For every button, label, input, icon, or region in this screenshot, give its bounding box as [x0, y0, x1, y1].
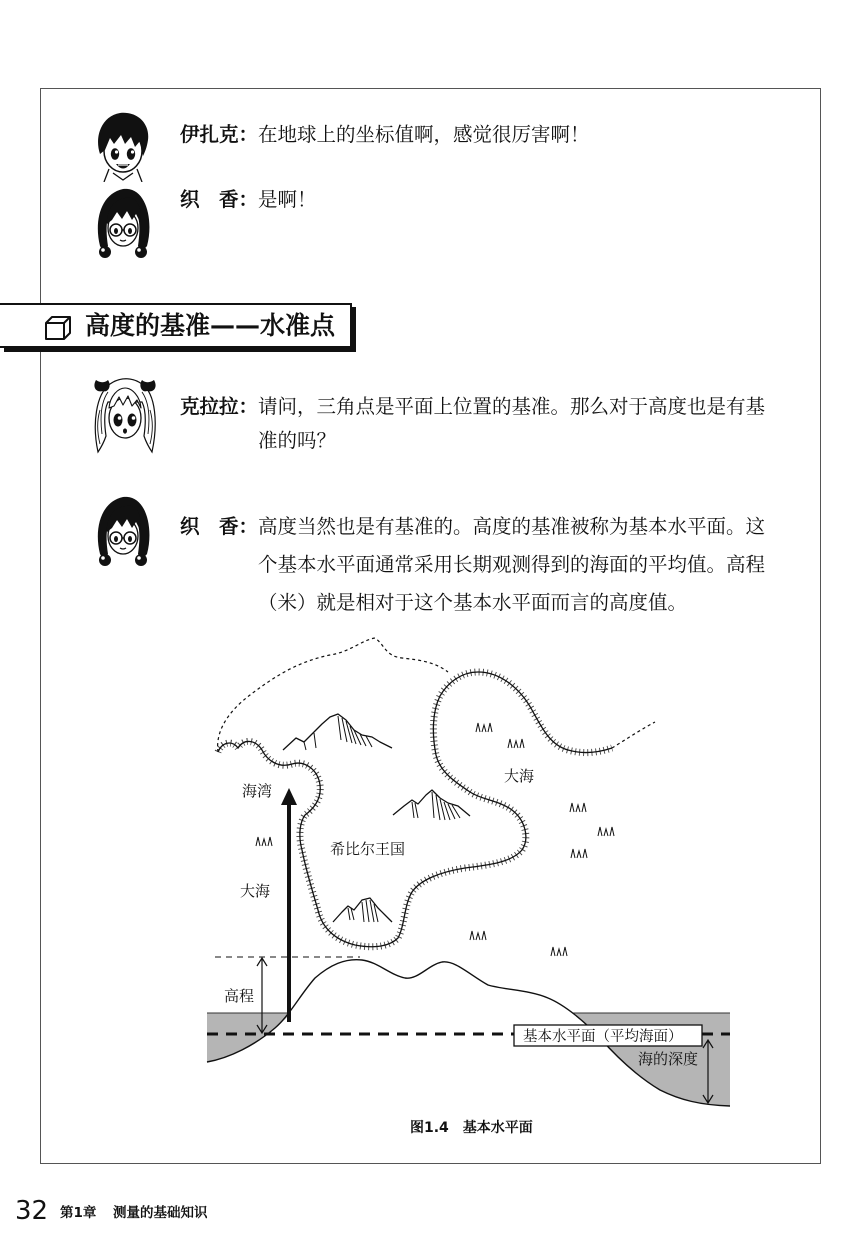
orika-hair-tie-highlight: [101, 248, 105, 252]
mountain-range-north-shading: [304, 716, 372, 750]
chapter-title: 测量的基础知识: [113, 1205, 208, 1221]
orika-hair-tie-left: [99, 246, 111, 258]
label-depth: 海的深度: [638, 1050, 699, 1068]
grass-tuft: [551, 947, 567, 956]
orika-hair-tie-highlight: [101, 556, 105, 560]
mountain-range-north: [283, 714, 392, 750]
mountain-range-center: [393, 790, 470, 816]
grass-tuft: [508, 739, 524, 748]
izak-eye-highlight: [115, 150, 118, 153]
dialogue-line: 个基本水平面通常采用长期观测得到的海面的平均值。高程: [258, 553, 766, 576]
clara-right-eye: [128, 414, 137, 427]
clara-avatar: [92, 372, 158, 458]
dialogue-line: 准的吗？: [258, 429, 337, 452]
coastline: [218, 672, 612, 947]
datum-figure: [200, 625, 740, 1115]
izak-left-eye: [111, 148, 119, 160]
label-datum: 基本水平面（平均海面）: [523, 1029, 683, 1045]
orika-right-eye: [128, 228, 132, 234]
dialogue-text: [258, 183, 317, 217]
grass-tuft: [476, 723, 492, 732]
label-sea-east: 大海: [504, 767, 535, 785]
dashed-boundary-left: [218, 638, 448, 752]
clara-eye-highlight: [132, 416, 136, 420]
dialogue-text: [258, 118, 590, 152]
label-bay: 海湾: [242, 782, 273, 800]
speaker-name: 织 香：: [180, 515, 259, 538]
orika-right-eye: [128, 536, 132, 542]
dialogue-line: 在地球上的坐标值啊，感觉很厉害啊！: [258, 123, 590, 146]
izak-eye-highlight: [131, 150, 134, 153]
mountain-range-center-shading: [412, 792, 460, 820]
chapter-label: 第1章: [60, 1205, 97, 1221]
dialogue-line: （米）就是相对于这个基本水平面而言的高度值。: [258, 591, 688, 614]
orika-hair-tie-highlight: [137, 248, 141, 252]
height-arrowhead: [281, 788, 297, 805]
clara-bow-right: [140, 380, 155, 391]
dialogue-line: 是啊！: [258, 188, 317, 211]
orika-left-eye: [114, 228, 118, 234]
orika-avatar: [92, 184, 154, 262]
orika-hair-tie-left: [99, 554, 111, 566]
clara-mouth: [123, 428, 127, 433]
grass-tuft: [570, 803, 586, 812]
dialogue-text: [258, 390, 765, 458]
clara-left-eye: [114, 414, 123, 427]
cube-icon: [43, 314, 73, 342]
clara-bow-left: [94, 380, 109, 391]
dialogue-line: 请问，三角点是平面上位置的基准。那么对于高度也是有基: [258, 395, 766, 418]
orika-hair-tie-highlight: [137, 556, 141, 560]
grass-tuft: [470, 931, 486, 940]
section-heading: [0, 303, 352, 348]
grass-tuft: [571, 849, 587, 858]
grass-tuft: [256, 837, 272, 846]
dialogue-line: 高度当然也是有基准的。高度的基准被称为基本水平面。这: [258, 515, 766, 538]
clara-eye-highlight: [118, 416, 122, 420]
orika-hair-tie-right: [135, 246, 147, 258]
speaker-name: 织 香：: [180, 188, 259, 211]
orika-hair-tie-right: [135, 554, 147, 566]
grass-tuft: [598, 827, 614, 836]
label-kingdom: 希比尔王国: [330, 840, 406, 858]
orika-left-eye: [114, 536, 118, 542]
section-title: 高度的基准——水准点: [85, 311, 336, 340]
sea-water-left: [207, 1013, 291, 1062]
dialogue-text: [258, 508, 765, 622]
izak-avatar: [92, 110, 154, 182]
figure-caption: 图1.4 基本水平面: [410, 1120, 533, 1136]
orika-avatar: [92, 492, 154, 570]
page-number: 32: [15, 1196, 49, 1226]
speaker-name: 伊扎克：: [180, 123, 259, 146]
izak-right-eye: [127, 148, 135, 160]
label-elevation: 高程: [224, 987, 255, 1005]
dashed-boundary-right: [612, 722, 655, 748]
label-sea-west: 大海: [240, 882, 271, 900]
coastline-hatching: [218, 672, 612, 947]
speaker-name: 克拉拉：: [180, 395, 259, 418]
